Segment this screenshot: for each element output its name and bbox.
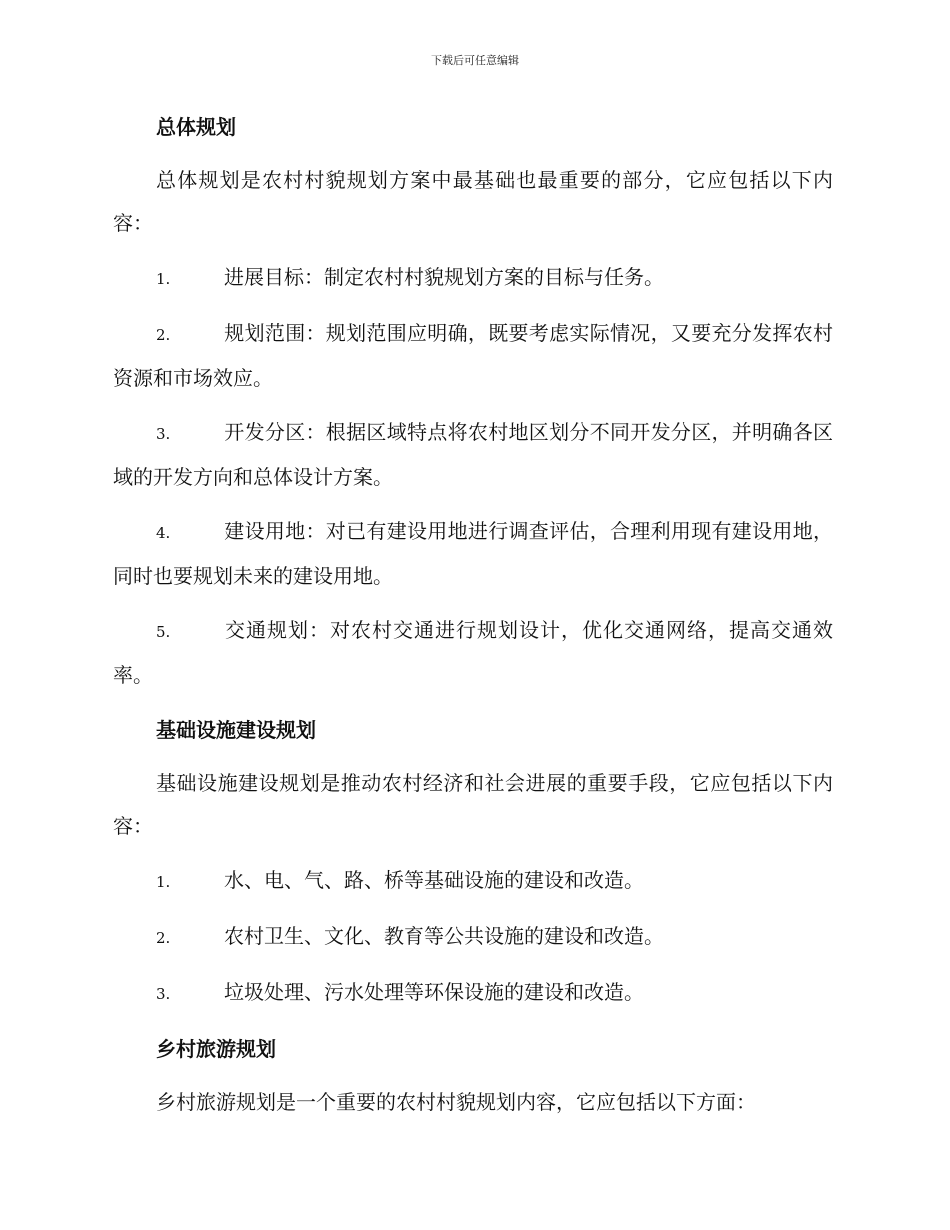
section-intro: 基础设施建设规划是推动农村经济和社会进展的重要手段，它应包括以下内容： <box>113 771 833 838</box>
list-item-number: 1. <box>156 873 171 891</box>
list-item-number: 5. <box>156 623 171 641</box>
list-item-number: 3. <box>156 985 171 1003</box>
list-item-text: 农村卫生、文化、教育等公共设施的建设和改造。 <box>224 924 664 948</box>
section-intro: 乡村旅游规划是一个重要的农村村貌规划内容，它应包括以下方面： <box>156 1090 756 1114</box>
section-intro: 总体规划是农村村貌规划方案中最基础也最重要的部分，它应包括以下内容： <box>113 168 833 235</box>
list-item-text: 开发分区：根据区域特点将农村地区划分不同开发分区，并明确各区域的开发方向和总体设计方案。 <box>113 420 833 489</box>
list-item-text: 规划范围：规划范围应明确，既要考虑实际情况，又要充分发挥农村资源和市场效应。 <box>113 321 833 390</box>
section-heading: 乡村旅游规划 <box>156 1037 276 1061</box>
list-item <box>113 609 833 697</box>
list-item <box>113 915 833 960</box>
document-body <box>113 105 833 1135</box>
list-item-number: 4. <box>156 524 171 542</box>
list-item-text: 进展目标：制定农村村貌规划方案的目标与任务。 <box>224 265 664 289</box>
section-heading: 基础设施建设规划 <box>156 718 316 742</box>
list-item <box>113 510 833 598</box>
list-item <box>113 859 833 904</box>
list-item-number: 3. <box>156 425 171 443</box>
page-header: 下载后可任意编辑 <box>431 54 519 67</box>
list-item-text: 交通规划：对农村交通进行规划设计，优化交通网络，提高交通效率。 <box>113 618 833 687</box>
list-item-text: 水、电、气、路、桥等基础设施的建设和改造。 <box>224 868 644 892</box>
list-item-number: 1. <box>156 270 171 288</box>
list-item <box>113 411 833 499</box>
list-item-text: 垃圾处理、污水处理等环保设施的建设和改造。 <box>224 980 644 1004</box>
list-item <box>113 256 833 301</box>
list-item-number: 2. <box>156 326 171 344</box>
list-item-text: 建设用地：对已有建设用地进行调查评估，合理利用现有建设用地，同时也要规划未来的建设用地。 <box>113 519 833 588</box>
list-item-number: 2. <box>156 929 171 947</box>
section-heading: 总体规划 <box>156 115 236 139</box>
list-item <box>113 312 833 400</box>
list-item <box>113 971 833 1016</box>
